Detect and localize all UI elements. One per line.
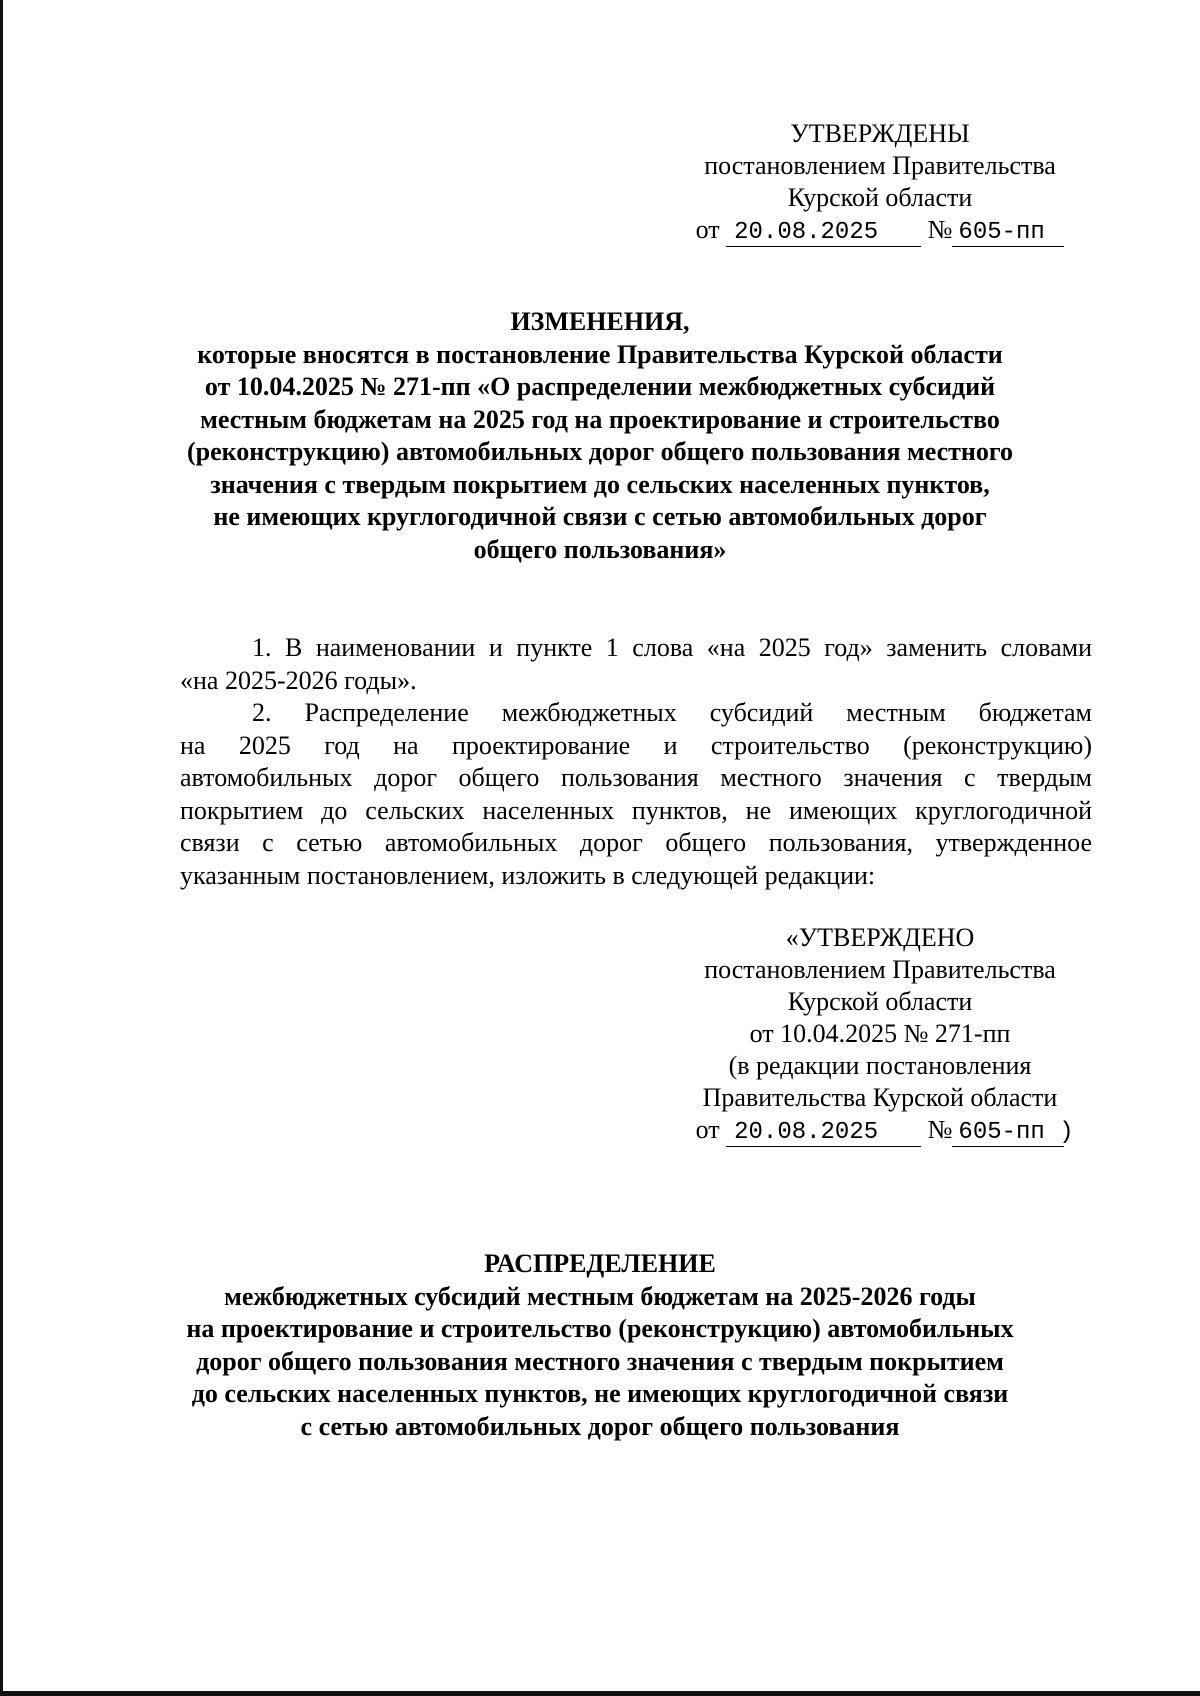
paragraph-line: 1. В наименовании и пункте 1 слова «на 2025 год» заменить словами — [252, 633, 1092, 662]
paragraph-line: автомобильных дорог общего пользования местного значения с твердым — [180, 763, 1092, 792]
changes-heading-line: местным бюджетам на 2025 год на проектирование и строительство — [200, 404, 1000, 434]
approval-title: «УТВЕРЖДЕНО — [785, 923, 975, 952]
paragraph-line: указанным постановлением, изложить в следующей редакции: — [180, 860, 876, 890]
distribution-title: РАСПРЕДЕЛЕНИЕ — [484, 1249, 716, 1278]
changes-title: ИЗМЕНЕНИЯ, — [510, 307, 690, 336]
changes-heading-line: общего пользования» — [473, 534, 727, 564]
approval-number-value: 605-пп — [958, 1119, 1045, 1146]
approval-date-line — [680, 214, 1080, 247]
paragraph-line: «на 2025-2026 годы». — [180, 665, 417, 695]
changes-heading-line: значения с твердым покрытием до сельских населенных пунктов, — [210, 469, 990, 499]
approval-line: (в редакции постановления — [728, 1051, 1032, 1080]
distribution-heading-line: с сетью автомобильных дорог общего пользования — [300, 1411, 900, 1441]
approval-line: Правительства Курской области — [702, 1083, 1058, 1112]
distribution-heading-line: межбюджетных субсидий местным бюджетам на 2025-2026 годы — [224, 1281, 976, 1311]
distribution-heading-line: до сельских населенных пунктов, не имеющих круглогодичной связи — [191, 1379, 1009, 1408]
distribution-heading-line: на проектирование и строительство (реконструкцию) автомобильных — [186, 1314, 1014, 1343]
approval-date: 20.08.2025 — [726, 220, 921, 247]
approval-date-line — [680, 1114, 1080, 1147]
approval-line: постановлением Правительства — [704, 151, 1056, 180]
approval-line: постановлением Правительства — [704, 955, 1056, 984]
paragraph-2 — [180, 697, 1092, 892]
approval-line: Курской области — [787, 987, 973, 1016]
approval-date: 20.08.2025 — [726, 1120, 921, 1147]
distribution-heading-line: дорог общего пользования местного значения с твердым покрытием — [196, 1346, 1004, 1376]
approval-block-top — [680, 118, 1080, 247]
paragraph-line: связи с сетью автомобильных дорог общего пользования, утвержденное — [180, 828, 1092, 857]
changes-heading-line: от 10.04.2025 № 271-пп «О распределении межбюджетных субсидий — [204, 372, 996, 401]
approval-block-inner — [680, 922, 1080, 1147]
approval-line: от 10.04.2025 № 271-пп — [749, 1019, 1011, 1048]
changes-heading-line: (реконструкцию) автомобильных дорог общего пользования местного — [186, 437, 1014, 466]
date-prefix: от — [695, 215, 720, 244]
paragraph-line: на 2025 год на проектирование и строительство (реконструкцию) — [180, 730, 1092, 760]
approval-title: УТВЕРЖДЕНЫ — [790, 119, 970, 148]
approval-line: Курской области — [787, 183, 973, 212]
distribution-heading — [150, 1248, 1050, 1443]
closing-paren: ) — [1059, 1119, 1074, 1146]
paragraph-1 — [180, 632, 1092, 697]
number-prefix: № — [927, 215, 953, 244]
changes-heading-line: которые вносятся в постановление Правительства Курской области — [197, 339, 1003, 369]
number-prefix: № — [927, 1115, 953, 1144]
approval-number: 605-пп — [952, 220, 1064, 247]
paragraph-line: 2. Распределение межбюджетных субсидий местным бюджетам — [252, 698, 1092, 727]
scan-edge-left — [0, 0, 3, 1696]
paragraph-line: покрытием до сельских населенных пунктов, не имеющих круглогодичной — [180, 795, 1092, 825]
body-text — [180, 632, 1092, 892]
scan-edge-bottom — [0, 1691, 1200, 1696]
changes-heading — [150, 306, 1050, 566]
approval-number — [952, 1119, 1074, 1147]
changes-heading-line: не имеющих круглогодичной связи с сетью автомобильных дорог — [213, 502, 987, 531]
date-prefix: от — [695, 1115, 720, 1144]
